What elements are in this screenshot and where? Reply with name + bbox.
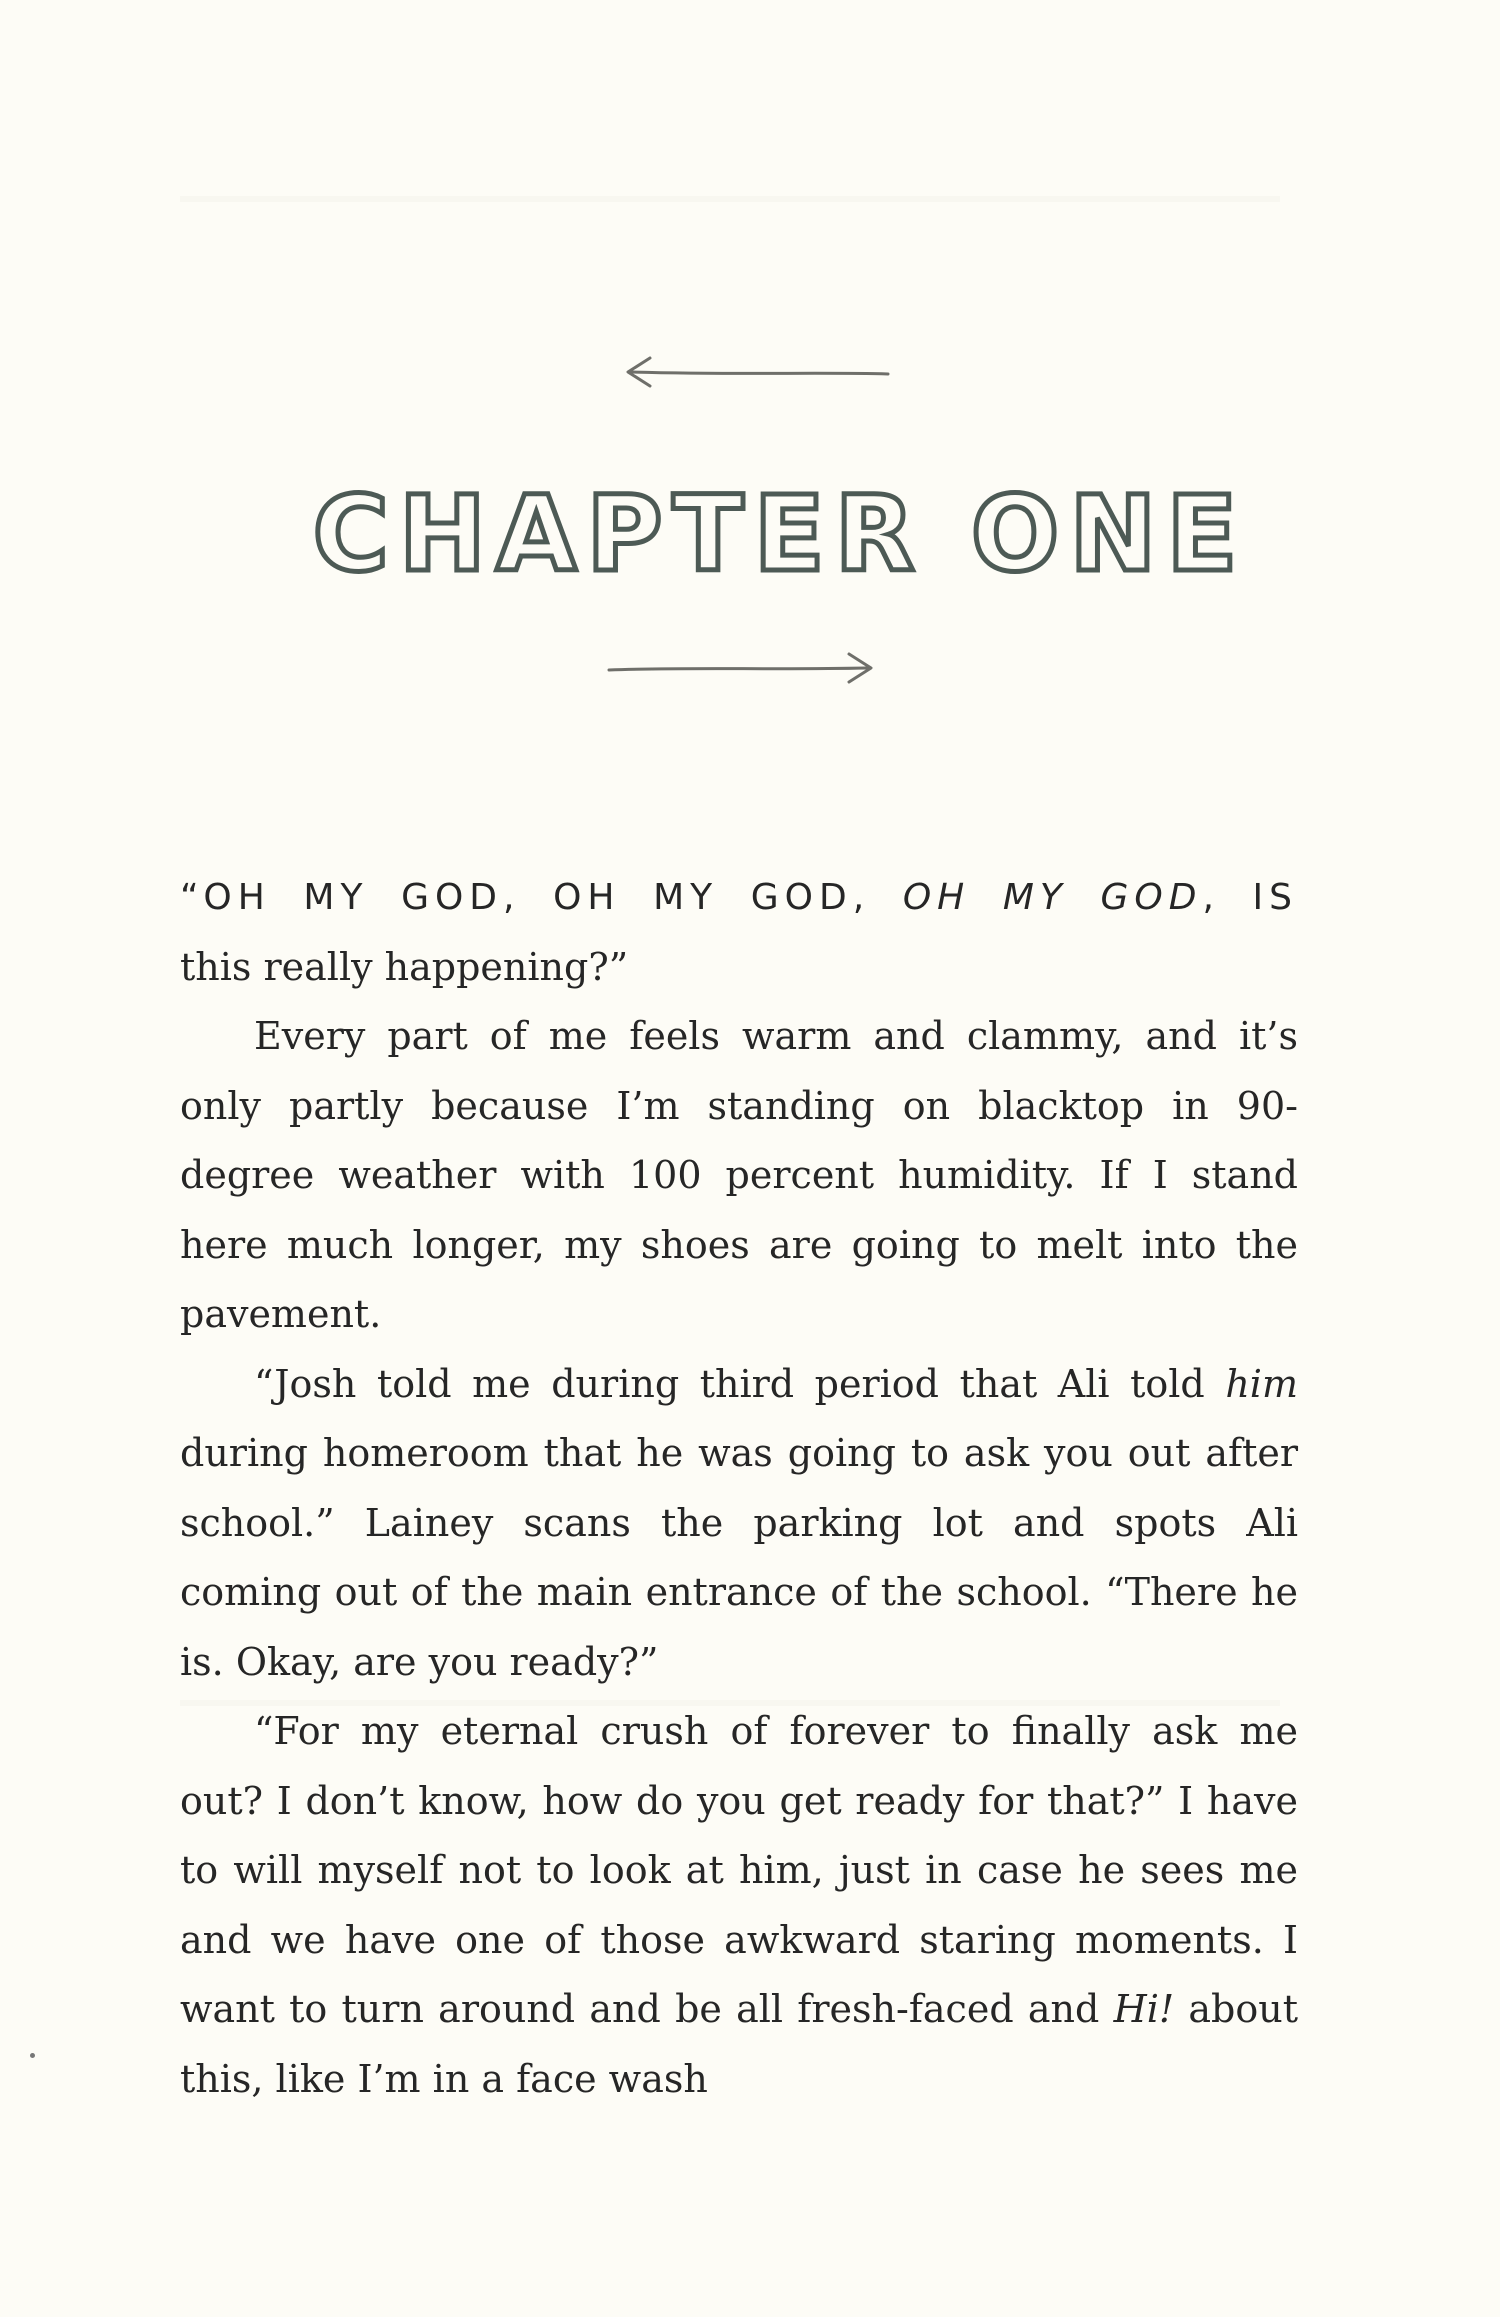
scan-ghost-line [180, 196, 1280, 202]
chapter-body [180, 862, 1298, 2114]
opening-paragraph [180, 862, 1298, 1002]
paragraph-3-text: “For my eternal crush of forever to finally ask me out? I don’t know, how do you get ready for that?” I have to will myself not to look at him, just in case he sees me and we have one of those awkward staring moments. I want to turn around [180, 1709, 1298, 2031]
paragraph-2-emphasis: him [1225, 1361, 1298, 1406]
paragraph-3-text-cont: and be all fresh-faced and [589, 1987, 1114, 2031]
opening-rest-text: this really happening?” [180, 944, 629, 989]
chapter-title: CHAPTER ONE [312, 473, 1248, 595]
opening-caps-italic: OH MY GOD [902, 877, 1203, 918]
left-arrow-ornament [620, 352, 890, 392]
paragraph-3-emphasis: Hi! [1113, 1987, 1175, 2031]
paragraph-2 [180, 1350, 1298, 1698]
scan-speck [30, 2053, 35, 2058]
right-arrow-ornament [605, 648, 885, 688]
opening-caps-end: , IS [1202, 877, 1299, 918]
paragraph-2-text-b: during homeroom that he was going to ask you out after school.” Lainey scans the parking lot and spots Ali coming out of the main entrance of the school. “There he is. Okay, are you ready?” [180, 1431, 1298, 1684]
paragraph-1: Every part of me feels warm and clammy, and it’s only partly because I’m standing on blacktop in 90-degree weather with 100 percent humidity. If I stand here much longer, my shoes are going to melt into the pavement. [180, 1014, 1298, 1336]
opening-caps-text: “OH MY GOD, OH MY GOD, [180, 877, 903, 918]
paragraph-2-text-a: “Josh told me during third period that Ali told [254, 1361, 1226, 1406]
paragraph-3-text-end: about this, like I’m in a face wash [180, 1987, 1298, 2101]
paragraph-3 [180, 1697, 1298, 2114]
opening-small-caps [180, 863, 1298, 933]
